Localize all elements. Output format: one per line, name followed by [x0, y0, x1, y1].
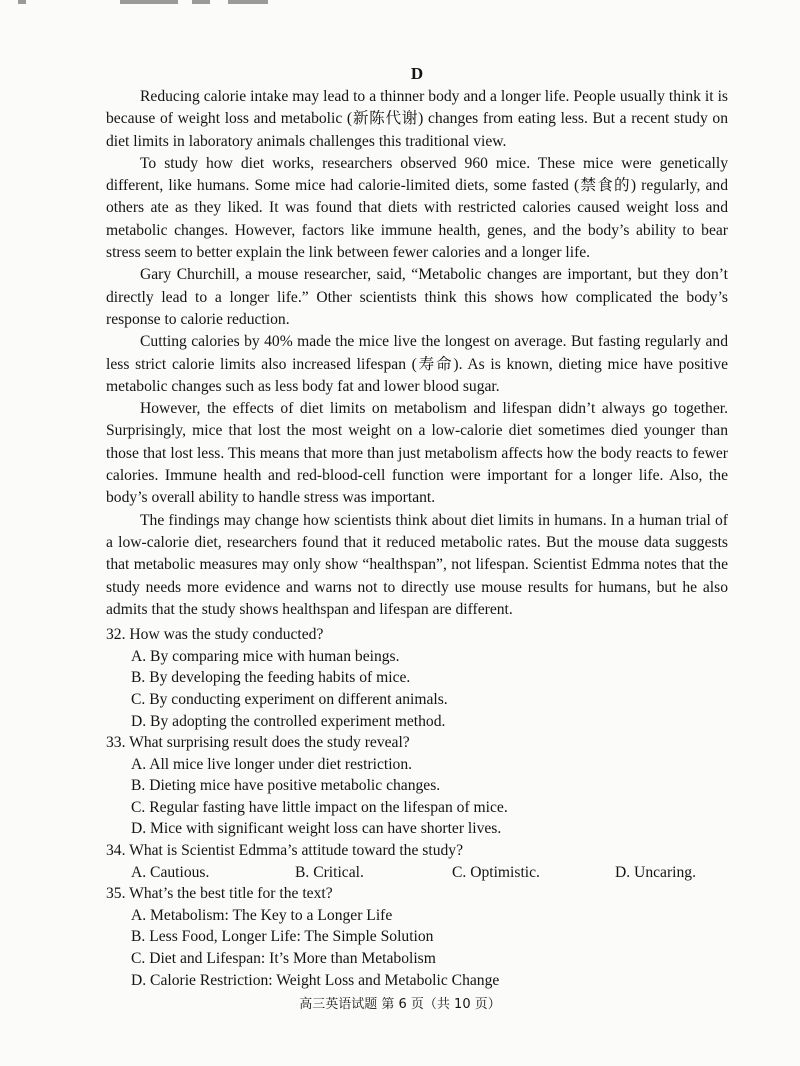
- option-b: B. By developing the feeding habits of mice.: [131, 669, 411, 687]
- question-33: [106, 732, 728, 840]
- option-c: C. Diet and Lifespan: It’s More than Metabolism: [131, 950, 436, 968]
- passage-paragraph: However, the effects of diet limits on metabolism and lifespan didn’t always go together. Surprisingly, mice that lost the most weight on a low-calorie diet sometimes died younger than those that lost less. This means that more than just metabolism affects how the body reacts to fewer calories. Immune health and red-blood-cell function were important for a longer life. Also, the body’s overall ability to handle stress was important.: [106, 400, 728, 507]
- passage-paragraph: Gary Churchill, a mouse researcher, said, “Metabolic changes are important, but they don’t directly lead to a longer life.” Other scientists think this shows how complicated the body’s response to calorie reduction.: [106, 266, 728, 328]
- reading-passage: [106, 86, 728, 621]
- question-stem: 35. What’s the best title for the text?: [106, 885, 333, 903]
- option-d: D. By adopting the controlled experiment method.: [131, 712, 446, 730]
- option-a: A. Cautious.: [131, 863, 210, 881]
- question-stem: 34. What is Scientist Edmma’s attitude toward the study?: [106, 842, 464, 860]
- option-d: D. Mice with significant weight loss can have shorter lives.: [131, 820, 502, 838]
- option-row: [131, 862, 728, 884]
- option-b: B. Dieting mice have positive metabolic changes.: [131, 777, 441, 795]
- question-list: [106, 624, 728, 991]
- exam-page: [106, 64, 728, 991]
- question-32: [106, 624, 728, 732]
- passage-paragraph: Reducing calorie intake may lead to a thinner body and a longer life. People usually think it is because of weight loss and metabolic (新陈代谢) changes from eating less. But a recent study on diet limits in laboratory animals challenges this traditional view.: [106, 88, 728, 150]
- option-a: A. All mice live longer under diet restriction.: [131, 755, 413, 773]
- option-c: C. Regular fasting have little impact on the lifespan of mice.: [131, 798, 508, 816]
- option-b: B. Critical.: [295, 863, 364, 881]
- question-35: [106, 883, 728, 991]
- option-a: A. Metabolism: The Key to a Longer Life: [131, 906, 393, 924]
- option-c: C. By conducting experiment on different animals.: [131, 690, 448, 708]
- passage-paragraph: To study how diet works, researchers observed 960 mice. These mice were genetically different, like humans. Some mice had calorie-limited diets, some fasted (禁食的) regularly, and others ate as they liked. It was found that diets with restricted calories caused weight loss and metabolic changes. However, factors like immune health, genes, and the body’s ability to bear stress seem to better explain the link between fewer calories and a longer life.: [106, 154, 728, 262]
- question-stem: 32. How was the study conducted?: [106, 626, 324, 644]
- option-b: B. Less Food, Longer Life: The Simple Solution: [131, 928, 434, 946]
- passage-paragraph: Cutting calories by 40% made the mice live the longest on average. But fasting regularly and less strict calorie limits also increased lifespan (寿命). As is known, dieting mice have positive metabolic changes such as less body fat and lower blood sugar.: [106, 333, 728, 395]
- option-a: A. By comparing mice with human beings.: [131, 647, 400, 665]
- question-stem: 33. What surprising result does the study reveal?: [106, 734, 410, 752]
- passage-paragraph: The findings may change how scientists think about diet limits in humans. In a human trial of a low-calorie diet, researchers found that it reduced metabolic rates. But the mouse data suggests that metabolic measures may only show “healthspan”, not lifespan. Scientist Edmma notes that the study needs more evidence and warns not to directly use mouse results for humans, but he also admits that the study shows healthspan and lifespan are different.: [106, 511, 728, 618]
- section-heading: D: [410, 64, 424, 83]
- option-c: C. Optimistic.: [452, 863, 540, 881]
- question-34: [106, 840, 728, 883]
- scan-edge-marks: [0, 0, 800, 6]
- option-d: D. Uncaring.: [615, 863, 696, 881]
- page-footer: 高三英语试题 第 6 页（共 10 页）: [299, 997, 501, 1012]
- option-d: D. Calorie Restriction: Weight Loss and Metabolic Change: [131, 971, 500, 989]
